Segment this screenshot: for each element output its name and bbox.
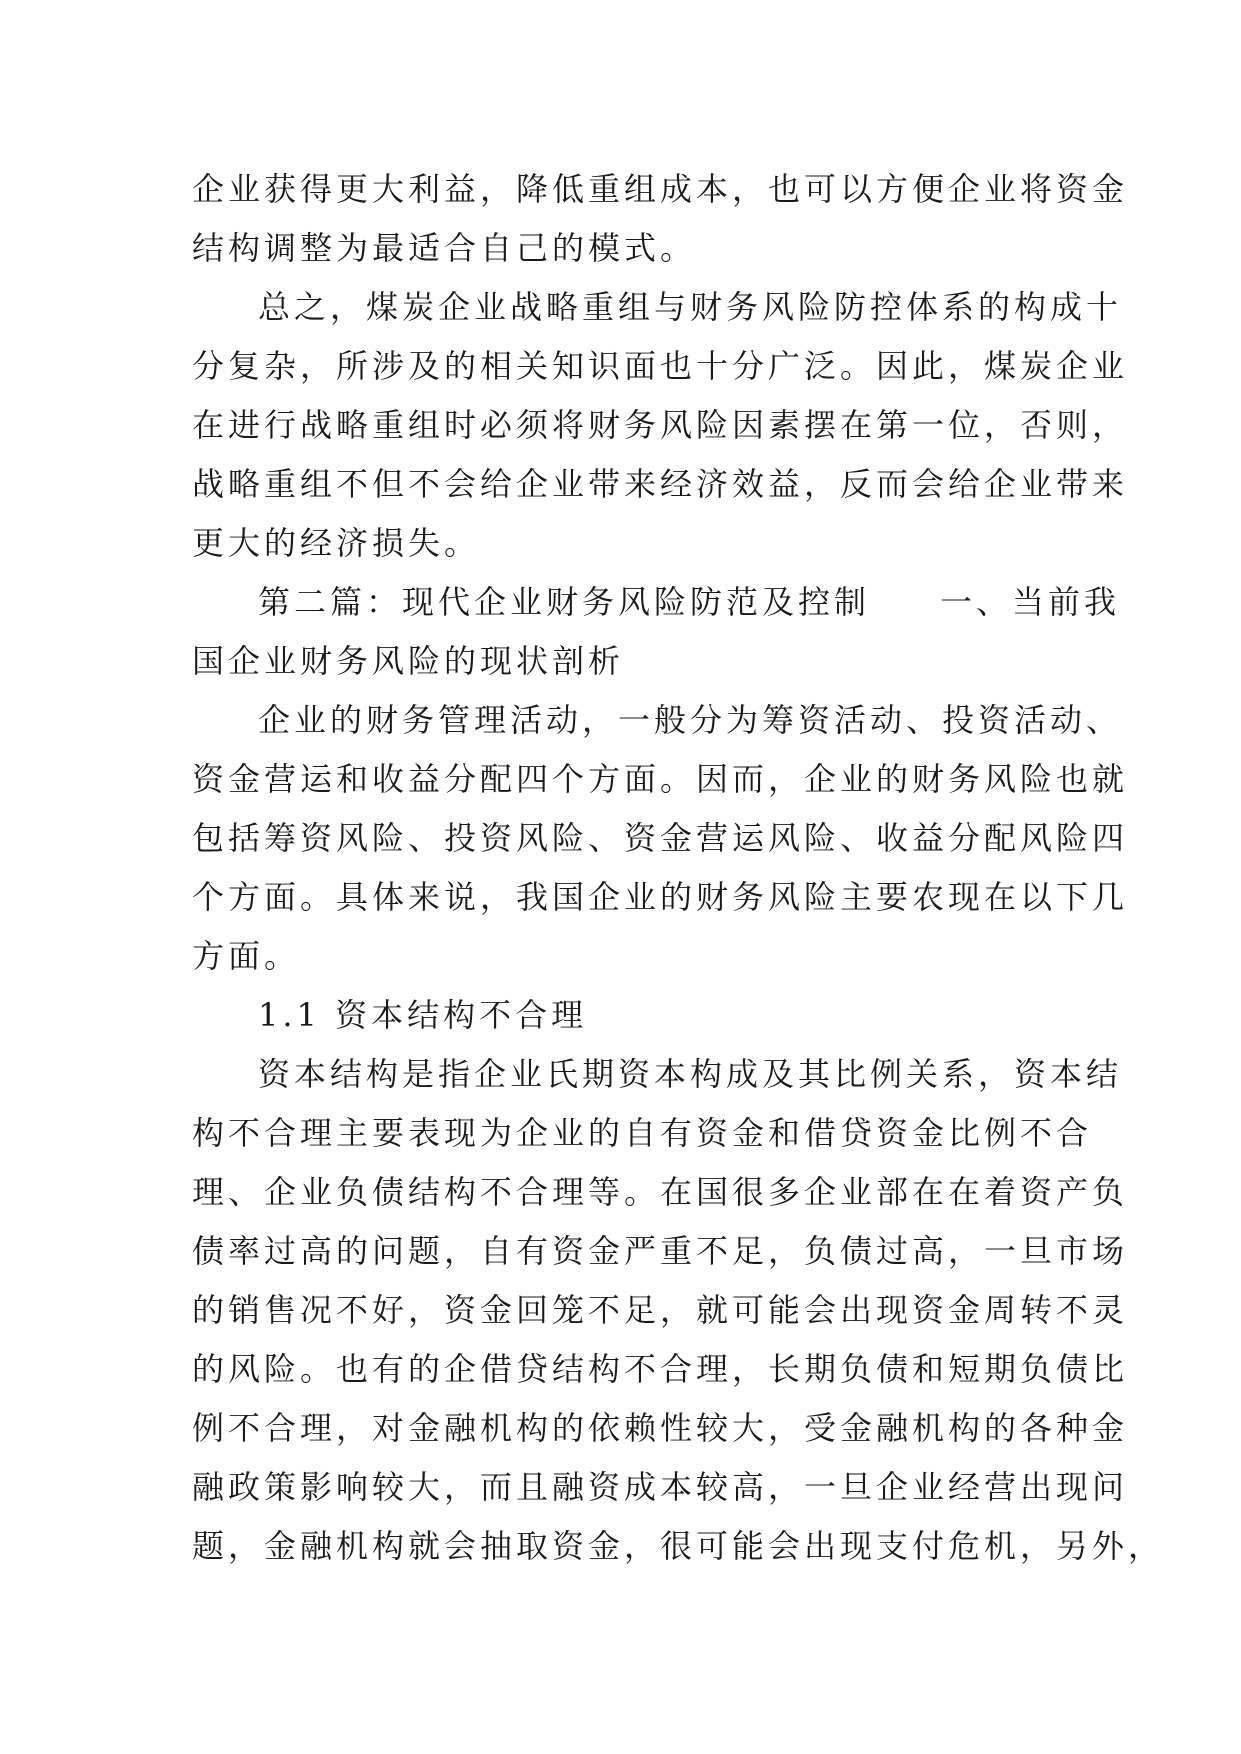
text-line: 的风险。也有的企借贷结构不合理，长期负债和短期负债比	[192, 1350, 1129, 1388]
text-line: 个方面。具体来说，我国企业的财务风险主要农现在以下几	[192, 878, 1129, 916]
text-line: 更大的经济损失。	[192, 524, 481, 562]
section-title-line	[192, 573, 1121, 632]
text-line: 企业获得更大利益，降低重组成本，也可以方便企业将资金	[192, 170, 1129, 208]
text-line: 战略重组不但不会给企业带来经济效益，反而会给企业带来	[192, 465, 1129, 503]
text-line: 构不合理主要表现为企业的自有资金和借贷资金比例不合	[192, 1114, 1093, 1152]
text-line: 结构调整为最适合自己的模式。	[192, 229, 697, 267]
paragraph-start-line: 总之，煤炭企业战略重组与财务风险防控体系的构成十	[258, 288, 1123, 326]
section-title: 第二篇：现代企业财务风险防范及控制	[258, 583, 871, 621]
text-line: 分复杂，所涉及的相关知识面也十分广泛。因此，煤炭企业	[192, 347, 1129, 385]
text-line: 理、企业负债结构不合理等。在国很多企业部在在着资产负	[192, 1173, 1129, 1211]
text-line: 资金营运和收益分配四个方面。因而，企业的财务风险也就	[192, 760, 1129, 798]
text-line: 在进行战略重组时必须将财务风险因素摆在第一位，否则，	[192, 406, 1129, 444]
text-line: 债率过高的问题，自有资金严重不足，负债过高，一旦市场	[192, 1232, 1129, 1270]
paragraph-start-line: 资本结构是指企业氏期资本构成及其比例关系，资本结	[258, 1055, 1123, 1093]
text-line: 融政策影响较大，而且融资成本较高，一旦企业经营出现问	[192, 1468, 1129, 1506]
text-line: 国企业财务风险的现状剖析	[192, 642, 625, 680]
paragraph-start-line: 企业的财务管理活动，一般分为筹资活动、投资活动、	[258, 701, 1123, 739]
subsection-heading: 1.1 资本结构不合理	[258, 996, 588, 1034]
text-line: 题，金融机构就会抽取资金，很可能会出现支付危机，另外，	[192, 1527, 1165, 1565]
text-line: 方面。	[192, 937, 301, 975]
section-heading-start: 一、当前我	[940, 583, 1121, 621]
text-line: 的销售况不好，资金回笼不足，就可能会出现资金周转不灵	[192, 1291, 1129, 1329]
text-line: 包括筹资风险、投资风险、资金营运风险、收益分配风险四	[192, 819, 1129, 857]
text-line: 例不合理，对金融机构的依赖性较大，受金融机构的各种金	[192, 1409, 1129, 1447]
body-text	[192, 160, 1165, 1576]
